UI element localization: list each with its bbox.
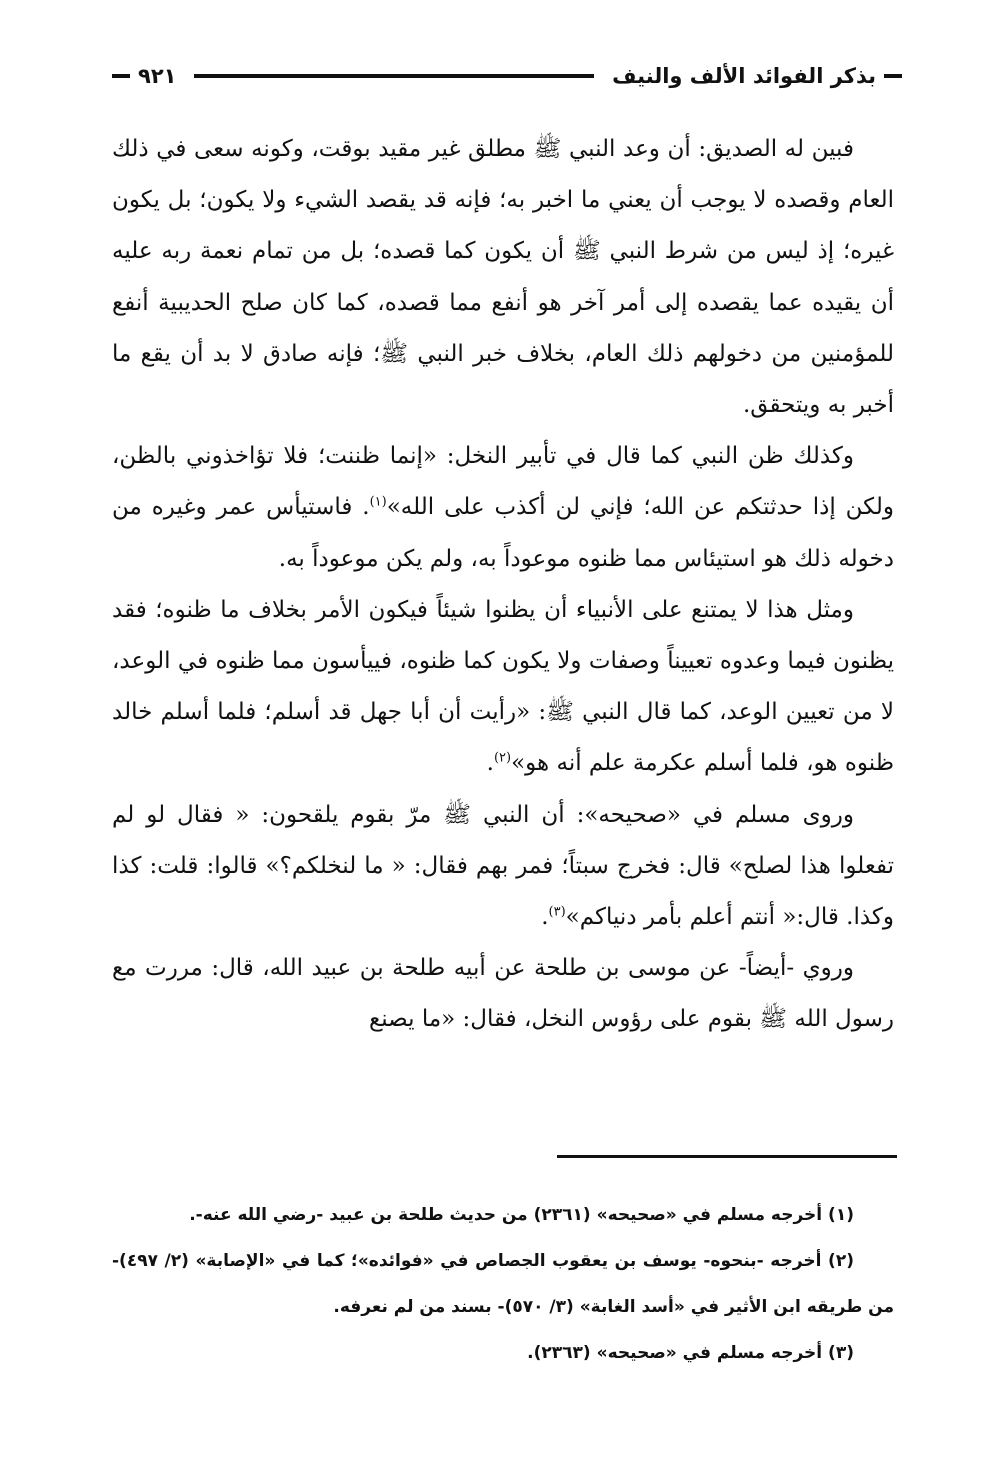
page-header [112, 56, 902, 96]
paragraph-4-text: وروى مسلم في «صحيحه»: أن النبي ﷺ مرّ بقوم يلقحون: « فقال لو لم تفعلوا هذا لصلح» قال: فخرج سبتاً؛ فمر بهم فقال: « ما لنخلكم؟» قالوا: قلت: كذا وكذا. قال:« أنتم أعلم بأمر دنياكم» [112, 801, 894, 931]
footnote-3: (٣) أخرجه مسلم في «صحيحه» (٢٣٦٣). [527, 1343, 854, 1363]
paragraph-2-text: وكذلك ظن النبي كما قال في تأبير النخل: «إنما ظننت؛ فلا تؤاخذوني بالظن، ولكن إذا حدثتكم عن الله؛ فإني لن أكذب على الله» [112, 443, 894, 521]
footnote-ref-3: (٣) [548, 904, 566, 920]
running-title: بذكر الفوائد الألف والنيف [612, 64, 876, 88]
main-text [112, 124, 894, 1046]
header-dash-left [112, 74, 130, 78]
footnote-separator [557, 1155, 897, 1158]
footnote-1: (١) أخرجه مسلم في «صحيحه» (٢٣٦١) من حديث طلحة بن عبيد -رضي الله عنه-. [189, 1205, 854, 1225]
paragraph-2 [112, 431, 894, 585]
paragraph-1: فبين له الصديق: أن وعد النبي ﷺ مطلق غير مقيد بوقت، وكونه سعى في ذلك العام وقصده لا يوجب أن يعني ما اخبر به؛ فإنه قد يقصد الشيء ولا يكون؛ بل يكون غيره؛ إذ ليس من شرط النبي ﷺ أن يكون كما قصده؛ بل من تمام نعمة ربه عليه أن يقيده عما يقصده إلى أمر آخر هو أنفع مما قصده، كما كان صلح الحديبية أنفع للمؤمنين من دخولهم ذلك العام، بخلاف خبر النبي ﷺ؛ فإنه صادق لا بد أن يقع ما أخبر به ويتحقق. [112, 136, 894, 419]
paragraph-5: وروي -أيضاً- عن موسى بن طلحة عن أبيه طلحة بن عبيد الله، قال: مررت مع رسول الله ﷺ بقوم على رؤوس النخل، فقال: «ما يصنع [112, 955, 894, 1033]
footnote-ref-1: (١) [369, 494, 387, 510]
footnotes [112, 1192, 894, 1376]
page-number: ٩٢١ [138, 64, 177, 88]
footnote-2: (٢) أخرجه -بنحوه- يوسف بن يعقوب الجصاص في «فوائده»؛ كما في «الإصابة» (٢/ ٤٩٧)- من طريقه ابن الأثير في «أسد الغابة» (٣/ ٥٧٠)- بسند من لم نعرفه. [112, 1251, 894, 1317]
paragraph-4 [112, 790, 894, 944]
paragraph-2-tail: . فاستيأس عمر وغيره من دخوله ذلك هو استيئاس مما ظنوه موعوداً به، ولم يكن موعوداً به. [112, 494, 894, 572]
footnote-ref-2: (٢) [493, 750, 512, 766]
paragraph-3 [112, 585, 894, 790]
paragraph-3-text: ومثل هذا لا يمتنع على الأنبياء أن يظنوا شيئاً فيكون الأمر بخلاف ما ظنوه؛ فقد يظنون فيما وعدوه تعييناً وصفات ولا يكون كما ظنوه، فييأسون مما ظنوه في الوعد، لا من تعيين الوعد، كما قال النبي ﷺ: «رأيت أن أبا جهل قد أسلم؛ فلما أسلم خالد ظنوه هو، فلما أسلم عكرمة علم أنه هو» [112, 596, 894, 777]
paragraph-3-tail: . [486, 750, 494, 777]
header-rule [194, 74, 594, 78]
paragraph-4-tail: . [541, 904, 549, 931]
header-dash-right [884, 74, 902, 78]
